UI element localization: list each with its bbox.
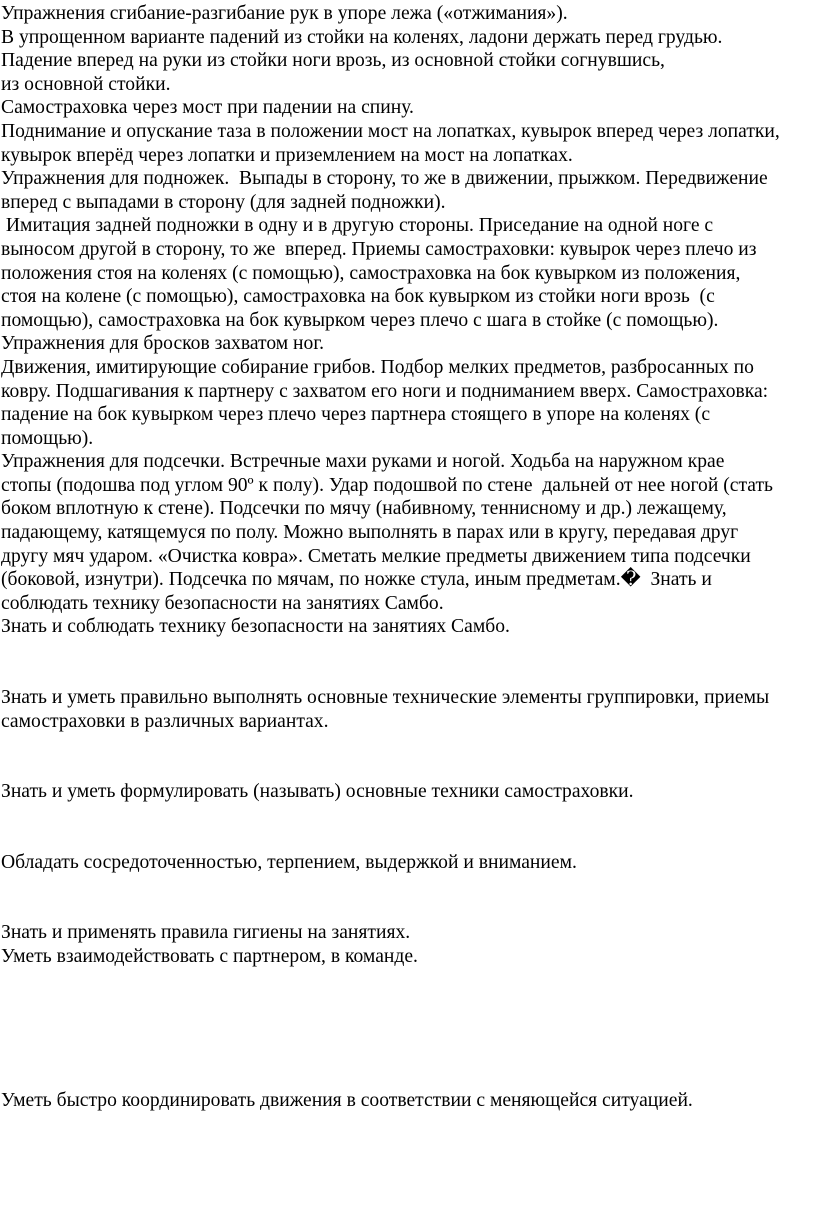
text-line: Упражнения для бросков захватом ног. <box>1 333 325 355</box>
text-line: Обладать сосредоточенностью, терпением, выдержкой и вниманием. <box>1 851 577 873</box>
text-line: Самостраховка через мост при падении на спину. <box>1 97 414 119</box>
text-line: падающему, катящемуся по полу. Можно выполнять в парах или в кругу, передавая друг <box>1 522 739 544</box>
text-line: самостраховки в различных вариантах. <box>1 710 329 732</box>
spacer <box>1 969 816 1089</box>
text-line: Упражнения для подсечки. Встречные махи руками и ногой. Ходьба на наружном крае <box>1 451 725 473</box>
outcome-block <box>1 780 816 804</box>
spacer <box>1 874 816 921</box>
spacer <box>1 804 816 851</box>
outcome-block <box>1 1089 816 1113</box>
text-line: В упрощенном варианте падений из стойки на коленях, ладони держать перед грудью. <box>1 26 723 48</box>
text-line: соблюдать технику безопасности на занятиях Самбо. <box>1 592 444 614</box>
text-line: стоя на колене (с помощью), самостраховка на бок кувырком из стойки ноги врозь (с <box>1 286 715 308</box>
outcome-block <box>1 921 816 968</box>
text-line: помощью). <box>1 427 94 449</box>
text-line: Упражнения сгибание-разгибание рук в упоре лежа («отжимания»). <box>1 3 568 24</box>
text-line: помощью), самостраховка на бок кувырком через плечо с шага в стойке (с помощью). <box>1 309 719 331</box>
text-line: другу мяч ударом. «Очистка ковра». Сметать мелкие предметы движением типа подсечки <box>1 545 751 567</box>
text-line: кувырок вперёд через лопатки и приземлением на мост на лопатках. <box>1 144 573 166</box>
text-line: из основной стойки. <box>1 73 171 95</box>
text-line: Уметь взаимодействовать с партнером, в команде. <box>1 946 418 967</box>
text-line: Уметь быстро координировать движения в соответствии с меняющейся ситуацией. <box>1 1089 693 1111</box>
text-line: Знать и уметь формулировать (называть) основные техники самостраховки. <box>1 781 634 803</box>
spacer <box>1 639 816 686</box>
text-line: Имитация задней подножки в одну и в другую стороны. Приседание на одной ноге с <box>1 215 714 237</box>
text-line: Движения, имитирующие собирание грибов. Подбор мелких предметов, разбросанных по <box>1 356 754 378</box>
text-line: ковру. Подшагивания к партнеру с захватом его ноги и подниманием вверх. Самостраховка: <box>1 380 769 402</box>
text-line: Поднимание и опускание таза в положении мост на лопатках, кувырок вперед через лопатки, <box>1 120 780 142</box>
text-line: выносом другой в сторону, то же вперед. Приемы самостраховки: кувырок через плечо из <box>1 238 757 260</box>
text-line: вперед с выпадами в сторону (для задней подножки). <box>1 191 446 213</box>
text-line: Упражнения для подножек. Выпады в сторону, то же в движении, прыжком. Передвижение <box>1 168 768 190</box>
text-line: Падение вперед на руки из стойки ноги врозь, из основной стойки согнувшись, <box>1 50 665 72</box>
text-line: (боковой, изнутри). Подсечка по мячам, по ножке стула, иным предметам.� Знать и <box>1 569 712 591</box>
exercise-block <box>1 2 816 639</box>
text-line: стопы (подошва под углом 90º к полу). Удар подошвой по стене дальней от нее ногой (стать <box>1 474 773 496</box>
text-line: боком вплотную к стене). Подсечки по мячу (набивному, теннисному и др.) лежащему, <box>1 498 727 520</box>
text-line: положения стоя на коленях (с помощью), самостраховка на бок кувырком из положения, <box>1 262 741 284</box>
text-line: Знать и применять правила гигиены на занятиях. <box>1 922 411 944</box>
text-line: Знать и соблюдать технику безопасности на занятиях Самбо. <box>1 616 510 638</box>
text-line: Знать и уметь правильно выполнять основные технические элементы группировки, приемы <box>1 687 770 709</box>
outcome-block <box>1 686 816 733</box>
text-line: падение на бок кувырком через плечо через партнера стоящего в упоре на коленях (с <box>1 404 711 426</box>
spacer <box>1 733 816 780</box>
outcome-block <box>1 851 816 875</box>
